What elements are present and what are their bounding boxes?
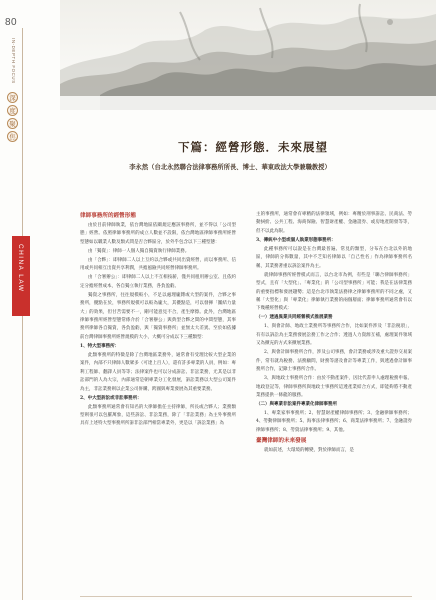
body-paragraph: 就律師事務所經營模式而言，以台北市為例，有些是「聯合律師事務所」型式，且有「大型化」、「專業化」的「公司型事務所」可能；我是在法律業務的重要指標和發展趨勢；這是台北市執業法務律之律師事務所的不同之處，又稱「大型化」與「專業化」律師執行業務的兩個層面；律師事務所通常會有以下幾種經營模式： bbox=[256, 272, 412, 312]
focus-seal-char: 聚 bbox=[7, 118, 18, 129]
focus-seal-char: 深 bbox=[7, 92, 18, 103]
body-paragraph: 獨資之事務所，往往規模較小，不足以處理龐雜或大型的案件，合夥之事務所，優點在於，事務所規模可以較為龐大，其優點是，可以發揮「團結力量大」的效果，但甘苦需要不一，剛可能意見不合，產生摩擦。此外，台灣地區律師事務所經營型態常係介於「合署辦公」與典型合夥之間的中間型態，其事務所律師各自獨資，各負盈虧，與「獨資事務所」並無太大差異。至於如依據前台灣律師事務所經營規模的大小，大概可分成以下三種類型： bbox=[80, 292, 236, 340]
body-paragraph: 此類事務所的特徵是除了台灣地區業務外，通常會有受理比較大型企業的案件，內部不只律師人數眾多（可達上百人），還有許多專業的人員，例如：專利工程師、翻譯人員等等；法律案件也可以分成訴訟、非訟業務，尤其是以非訟部門的人為大宗，內部通常是朝專業分工化發展，訴訟業務以大型公司案件為主，非訟業務則以企業公司併購，跨國與專業發展為其重要業務。 bbox=[80, 352, 236, 392]
body-paragraph: 2、與會計師事務所合作，涉及公司事務，會計業務或涉及重大證券交易案件，常有就為稅務、法務顧問，財務等諮及會計等專業工作，與透過會計師事務所合作，記錄士事務所合作。 bbox=[256, 350, 412, 373]
ink-painting-image bbox=[60, 0, 436, 110]
subsection-heading: （二）與專業非訟案件專業化律師事務所 bbox=[256, 401, 337, 407]
body-paragraph: 就如前述，大環境的轉變，對於律師而言，是 bbox=[264, 447, 354, 453]
article-byline: 李永然（台北永然聯合法律事務所所長、博士、華東政法大學兼職教授） bbox=[129, 164, 331, 171]
body-paragraph: 由於目前律師執業，依台灣地區依關規定應該事務所，並不得以「公司型態」經營。依照律師事務所的成立人數並不設限，依台灣地區律師事務所經營型態如以職業人數及類式問是否合夥區分，於外乎包含以下三種型態： bbox=[80, 223, 236, 245]
focus-seal-char: 焦 bbox=[7, 131, 18, 142]
body-paragraph: 主的事務所，通常會有專精的法律領域，例如：專精於刑事訴訟、民商法、勞動糾紛、公共工程、海商保險、智慧財產權、金融證券、或房地產開發等等，但不以此為限。 bbox=[256, 212, 412, 234]
subsection-heading: （一）透過異業共同經營模式推展業務 bbox=[256, 315, 333, 321]
ink-landscape-banner bbox=[60, 0, 436, 110]
subsection-heading: 3、傳統中小型或個人執業形態事務所： bbox=[256, 237, 336, 243]
body-paragraph: 1、與會計師、地政士業務所等事務所合作，比如案件涉及「非訟稅項」，有有以訴訟為主業務發展訟務工作之合作；透過人力資源互補，處理案件領域又為擴充的方式來擴展業務。 bbox=[256, 324, 412, 347]
article-title: 下篇：經營形態．未來展望 bbox=[178, 140, 328, 154]
focus-seal-char: 度 bbox=[7, 105, 18, 116]
body-paragraph: 此種事務所可以說是在台灣最普遍、常見的類型，分布在台北以外的地區，律師的分佈數量，其中不乏知名律師以「自己性名」作為律師事務所名稱，其業務著重以訴訟案件為主。 bbox=[256, 246, 412, 269]
right-column bbox=[256, 211, 412, 456]
section-tab-label: CHINA LAW bbox=[17, 244, 24, 293]
section-tab-china-law bbox=[12, 236, 30, 316]
subsection-heading: 1、特大型事務所： bbox=[80, 343, 120, 349]
body-paragraph: 由「合夥」：即律師二人以上互約以合夥或共同出資經營，而以事務所、信用或共同相互出資共享利潤，共擔風險共同經營律師事務所。 bbox=[80, 257, 236, 272]
left-column bbox=[80, 211, 236, 429]
body-paragraph: 1、專業家事事務所；2、智慧財產權律師事務所；3、金融律師事務所；4、勞動律師事務所；5、海事法律事務所；6、商業法律事務所；7、金融證券律師事務所；8、勞資法律事務所；9、其他。 bbox=[256, 410, 412, 433]
body-paragraph: 由「獨資」：律師一人個人獨自獨資執行律師業務。 bbox=[88, 248, 190, 254]
footer-rule bbox=[80, 596, 412, 597]
in-depth-focus-label: IN-DEPTH FOCUS bbox=[11, 38, 16, 84]
body-paragraph: 3、與地政士事務所合作：由於不動產案件，因比代書申人處理稅務申報、地政登記等，律師事務所與地政士事務所這透產業結合方式，即能夠將不動產業務提供一條龍的服務。 bbox=[256, 376, 412, 399]
body-paragraph: 此類事務所通常會有知名的大律師擔任主持律師，所長或合夥人；業務類型則很可以包羅萬象，這些訴訟、非訟業務，除了「非訟業務」為主外事務所具有上述特大型事務所所訴非訟部門相當專業外，更是以「訴訟業務」為 bbox=[80, 404, 236, 427]
section-heading: 臺灣律師的未來發展 bbox=[256, 437, 307, 444]
page-number: 80 bbox=[5, 17, 18, 28]
focus-seals bbox=[7, 92, 19, 144]
body-paragraph: 由「合署辦公」：即律師二人以上不互相按薪，僅共同租用辦公室、且依約定分擔經營成本，各自獨立執行業務，各負盈虧。 bbox=[80, 275, 236, 289]
section-heading: 律師事務所的經營形態 bbox=[80, 213, 136, 219]
subsection-heading: 2、中大型訴訟或非訟事務所： bbox=[80, 395, 142, 401]
